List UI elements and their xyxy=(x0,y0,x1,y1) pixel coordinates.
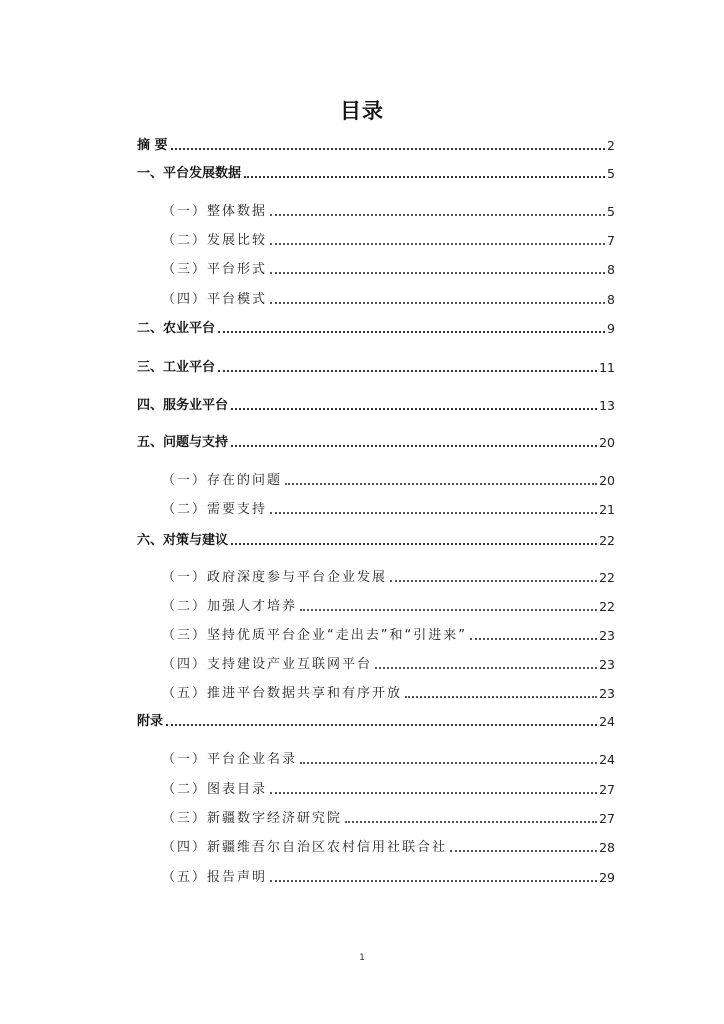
toc-leader-dots xyxy=(218,370,597,372)
toc-entry-label: （五）推进平台数据共享和有序开放 xyxy=(162,686,403,701)
toc-entry[interactable] xyxy=(162,569,615,587)
toc-entry-page: 23 xyxy=(599,686,615,701)
toc-entry-page: 20 xyxy=(599,473,615,488)
toc-entry-page: 27 xyxy=(599,782,615,797)
toc-entry-label: （一）整体数据 xyxy=(162,204,268,219)
toc-entry-label: 五、问题与支持 xyxy=(137,435,229,450)
toc-entry[interactable] xyxy=(162,261,615,279)
toc-entry-label: 六、对策与建议 xyxy=(137,533,229,548)
toc-entry[interactable] xyxy=(137,397,615,415)
toc-entry[interactable] xyxy=(137,434,615,452)
toc-leader-dots xyxy=(270,272,605,274)
toc-entry[interactable] xyxy=(162,685,615,703)
toc-entry[interactable] xyxy=(162,656,615,674)
toc-leader-dots xyxy=(405,696,597,698)
toc-entry-page: 5 xyxy=(607,204,615,219)
toc-leader-dots xyxy=(231,408,597,410)
toc-entry[interactable] xyxy=(162,781,615,799)
toc-entry-page: 5 xyxy=(607,166,615,181)
toc-entry[interactable] xyxy=(162,869,615,887)
toc-entry[interactable] xyxy=(137,359,615,377)
toc-entry-page: 29 xyxy=(599,870,615,885)
toc-entry-label: 附录 xyxy=(137,714,164,729)
toc-leader-dots xyxy=(166,724,597,726)
page-number: 1 xyxy=(359,953,365,963)
toc-leader-dots xyxy=(244,176,605,178)
toc-leader-dots xyxy=(270,512,597,514)
toc-entry-label: （二）加强人才培养 xyxy=(162,599,298,614)
toc-entry[interactable] xyxy=(137,165,615,183)
toc-entry-label: （四）支持建设产业互联网平台 xyxy=(162,657,373,672)
toc-entry-page: 2 xyxy=(607,138,615,153)
toc-entry-page: 22 xyxy=(599,599,615,614)
toc-leader-dots xyxy=(450,850,597,852)
toc-entry-page: 22 xyxy=(599,533,615,548)
toc-entry-page: 20 xyxy=(599,435,615,450)
toc-entry-label: 摘 要 xyxy=(137,138,168,153)
toc-entry-label: （一）政府深度参与平台企业发展 xyxy=(162,570,388,585)
toc-title: 目录 xyxy=(340,99,384,123)
toc-entry[interactable] xyxy=(137,320,615,338)
toc-entry-label: （五）报告声明 xyxy=(162,870,268,885)
toc-leader-dots xyxy=(270,880,597,882)
toc-entry[interactable] xyxy=(162,810,615,828)
toc-entry-page: 13 xyxy=(599,398,615,413)
toc-entry-label: （一）存在的问题 xyxy=(162,473,283,488)
toc-entry[interactable] xyxy=(162,751,615,769)
toc-entry-label: 一、平台发展数据 xyxy=(137,166,242,181)
toc-entry-label: （一）平台企业名录 xyxy=(162,752,298,767)
toc-entry[interactable] xyxy=(162,501,615,519)
toc-leader-dots xyxy=(270,792,597,794)
toc-entry-label: （二）需要支持 xyxy=(162,502,268,517)
toc-entry-page: 21 xyxy=(599,502,615,517)
toc-entry-label: 四、服务业平台 xyxy=(137,398,229,413)
toc-leader-dots xyxy=(345,821,597,823)
toc-leader-dots xyxy=(270,302,605,304)
toc-entry[interactable] xyxy=(162,291,615,309)
toc-entry-label: （四）新疆维吾尔自治区农村信用社联合社 xyxy=(162,840,448,855)
toc-leader-dots xyxy=(470,638,597,640)
toc-leader-dots xyxy=(218,331,605,333)
toc-entry-label: （四）平台模式 xyxy=(162,292,268,307)
toc-leader-dots xyxy=(270,243,605,245)
toc-entry-page: 24 xyxy=(599,752,615,767)
toc-entry-label: （三）新疆数字经济研究院 xyxy=(162,811,343,826)
toc-entry[interactable] xyxy=(162,598,615,616)
toc-entry-page: 23 xyxy=(599,628,615,643)
toc-entry-label: （三）坚持优质平台企业“走出去”和“引进来” xyxy=(162,628,467,643)
toc-leader-dots xyxy=(285,483,597,485)
toc-entry[interactable] xyxy=(162,839,615,857)
toc-entry-page: 8 xyxy=(607,262,615,277)
toc-entry[interactable] xyxy=(162,232,615,250)
toc-entry-label: 二、农业平台 xyxy=(137,321,216,336)
toc-entry[interactable] xyxy=(137,137,615,155)
toc-entry-page: 11 xyxy=(599,360,615,375)
toc-entry-label: 三、工业平台 xyxy=(137,360,216,375)
toc-entry[interactable] xyxy=(137,532,615,550)
toc-entry[interactable] xyxy=(137,713,615,731)
toc-leader-dots xyxy=(231,543,597,545)
toc-leader-dots xyxy=(171,148,606,150)
toc-entry[interactable] xyxy=(162,472,615,490)
toc-entry-label: （二）发展比较 xyxy=(162,233,268,248)
toc-leader-dots xyxy=(270,214,605,216)
toc-leader-dots xyxy=(231,445,597,447)
toc-leader-dots xyxy=(375,667,597,669)
toc-entry-page: 9 xyxy=(607,321,615,336)
toc-leader-dots xyxy=(300,609,597,611)
toc-entry-page: 24 xyxy=(599,714,615,729)
toc-entry-label: （二）图表目录 xyxy=(162,782,268,797)
toc-leader-dots xyxy=(300,762,597,764)
toc-leader-dots xyxy=(390,580,597,582)
toc-entry-page: 8 xyxy=(607,292,615,307)
toc-entry-page: 28 xyxy=(599,840,615,855)
toc-entry[interactable] xyxy=(162,203,615,221)
toc-entry-label: （三）平台形式 xyxy=(162,262,268,277)
toc-entry-page: 23 xyxy=(599,657,615,672)
toc-entry-page: 22 xyxy=(599,570,615,585)
toc-entry-page: 27 xyxy=(599,811,615,826)
toc-entry-page: 7 xyxy=(607,233,615,248)
toc-entry[interactable] xyxy=(162,627,615,645)
